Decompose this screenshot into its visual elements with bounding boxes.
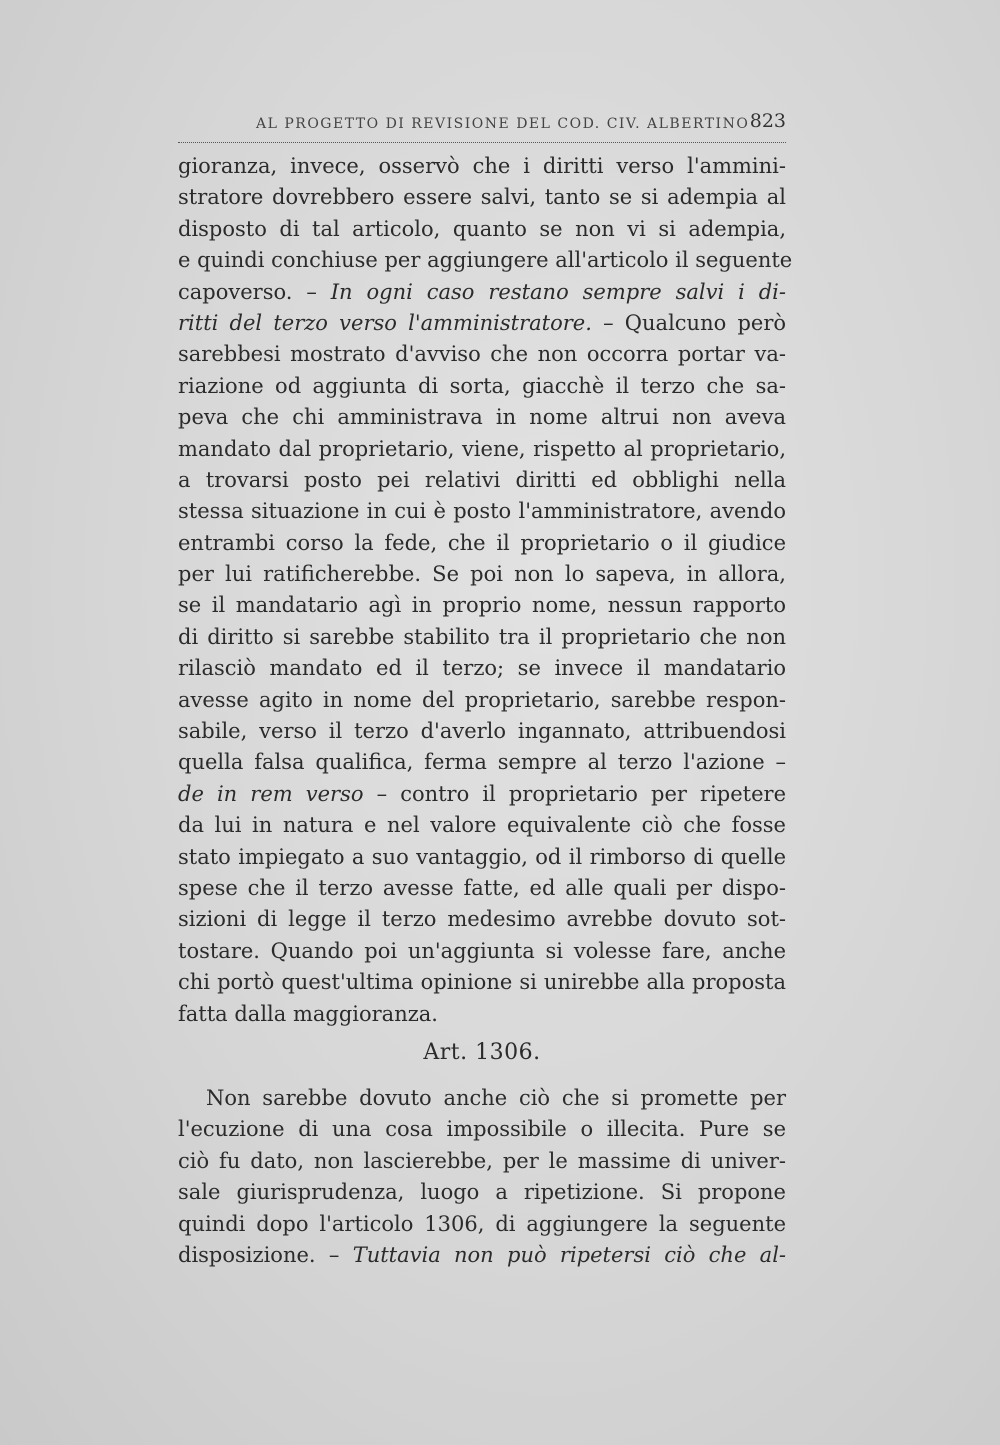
text-line: stessa situazione in cui è posto l'amministratore, avendo [178, 499, 786, 524]
text-run: capoverso. – [178, 279, 317, 304]
text-line: stratore dovrebbero essere salvi, tanto se si adempia al [178, 185, 786, 210]
text-line [178, 1240, 786, 1271]
text-line: entrambi corso la fede, che il proprietario o il giudice [178, 530, 786, 555]
text-line: per lui ratificherebbe. Se poi non lo sapeva, in allora, [178, 562, 786, 587]
text-line: sale giurisprudenza, luogo a ripetizione. Si propone [178, 1180, 786, 1205]
text-line: l'ecuzione di una cosa impossibile o illecita. Pure se [178, 1117, 786, 1142]
text-line: avesse agito in nome del proprietario, sarebbe respon- [178, 687, 786, 712]
article-heading: Art. 1306. [423, 1040, 541, 1065]
text-line: sarebbesi mostrato d'avviso che non occorra portar va- [178, 342, 786, 367]
text-run: – contro il proprietario per ripetere [363, 781, 786, 806]
text-line: quindi dopo l'articolo 1306, di aggiungere la seguente [178, 1211, 786, 1236]
running-title: AL PROGETTO DI REVISIONE DEL COD. CIV. ALBERTINO [256, 116, 750, 132]
text-line: gioranza, invece, osservò che i diritti verso l'ammini- [178, 154, 786, 178]
italic-run: Tuttavia non può ripetersi ciò che al- [352, 1242, 787, 1267]
text-line: tostare. Quando poi un'aggiunta si volesse fare, anche [178, 938, 786, 963]
text-line: di diritto si sarebbe stabilito tra il proprietario che non [178, 624, 786, 649]
text-line: riazione od aggiunta di sorta, giacchè il terzo che sa- [178, 373, 786, 398]
text-line: stato impiegato a suo vantaggio, od il rimborso di quelle [178, 844, 786, 869]
text-run: – Qualcuno però [591, 310, 786, 335]
italic-run: de in rem verso [178, 781, 364, 806]
text-line: sizioni di legge il terzo medesimo avrebbe dovuto sot- [178, 907, 786, 932]
text-line: spese che il terzo avesse fatte, ed alle quali per dispo- [178, 875, 786, 900]
italic-run: ritti del terzo verso l'amministratore. [178, 310, 592, 335]
text-line: disposto di tal articolo, quanto se non vi si adempia, [178, 216, 786, 241]
text-line: rilasciò mandato ed il terzo; se invece il mandatario [178, 656, 786, 681]
text-line: mandato dal proprietario, viene, rispetto al proprietario, [178, 436, 786, 461]
article-paragraph [178, 1083, 786, 1271]
text-line [178, 308, 786, 339]
header-rule [178, 142, 786, 143]
body-paragraph [178, 151, 793, 1030]
text-line: chi portò quest'ultima opinione si unirebbe alla proposta [178, 970, 786, 995]
text-line: da lui in natura e nel valore equivalente ciò che fosse [178, 813, 786, 838]
text-line: se il mandatario agì in proprio nome, nessun rapporto [178, 593, 786, 618]
page-header [178, 106, 786, 146]
text-line [178, 779, 786, 810]
page-number: 823 [749, 110, 786, 132]
italic-run: In ogni caso restano sempre salvi i di- [330, 279, 786, 304]
text-line: peva che chi amministrava in nome altrui non aveva [178, 405, 786, 430]
text-line: quella falsa qualifica, ferma sempre al terzo l'azione – [178, 750, 786, 775]
text-line: a trovarsi posto pei relativi diritti ed obblighi nella [178, 467, 786, 492]
text-run: disposizione. – [178, 1242, 340, 1267]
text-line: Non sarebbe dovuto anche ciò che si promette per [206, 1086, 786, 1110]
text-line: fatta dalla maggioranza. [178, 1001, 438, 1026]
text-line: sabile, verso il terzo d'averlo ingannato, attribuendosi [178, 719, 786, 744]
text-line: ciò fu dato, non lascierebbe, per le massime di univer- [178, 1148, 786, 1173]
text-line [178, 277, 786, 308]
text-line: e quindi conchiuse per aggiungere all'articolo il seguente [178, 248, 793, 273]
